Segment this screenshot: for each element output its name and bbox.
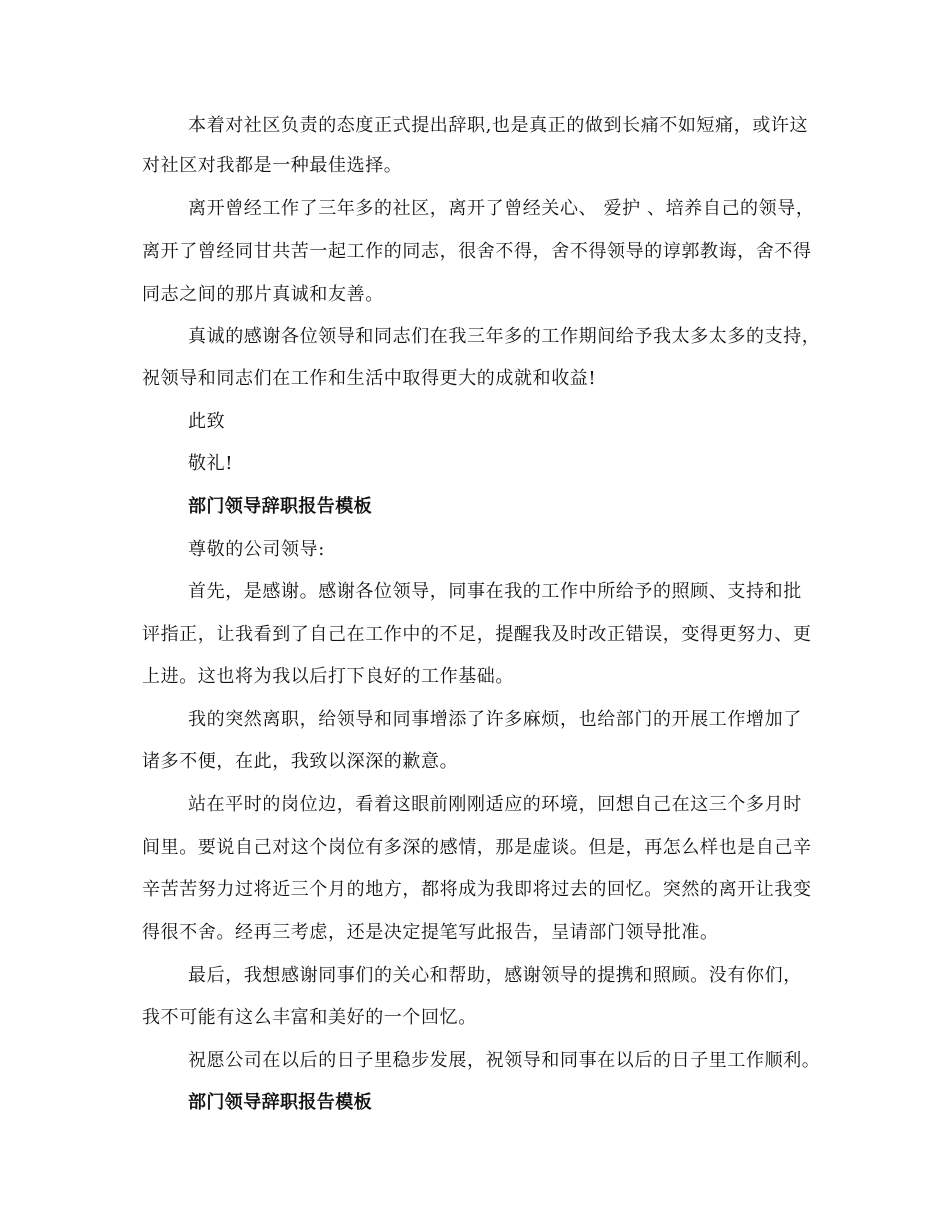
paragraph-line: 真诚的感谢各位领导和同志们在我三年多的工作期间给予我太多太多的支持， [188, 326, 821, 347]
closing-regards: 敬礼! [188, 453, 234, 474]
paragraph-line: 站在平时的岗位边，看着这眼前刚刚适应的环境，回想自己在这三个多月时 [188, 794, 802, 815]
paragraph-line: 辛苦苦努力过将近三个月的地方，都将成为我即将过去的回忆。突然的离开让我变 [142, 879, 812, 900]
paragraph-line: 同志之间的那片真诚和友善。 [142, 284, 384, 305]
paragraph-line: 离开曾经工作了三年多的社区，离开了曾经关心、 爱护 、培养自己的领导， [188, 198, 815, 219]
paragraph-line: 本着对社区负责的态度正式提出辞职,也是真正的做到长痛不如短痛，或许这 [188, 115, 809, 136]
paragraph-line: 首先，是感谢。感谢各位领导，同事在我的工作中所给予的照顾、支持和批 [188, 581, 802, 602]
paragraph-line: 祝领导和同志们在工作和生活中取得更大的成就和收益! [142, 368, 597, 389]
paragraph-line: 我的突然离职，给领导和同事增添了许多麻烦，也给部门的开展工作增加了 [188, 709, 802, 730]
paragraph-line: 诸多不便，在此，我致以深深的歉意。 [142, 751, 459, 772]
letter-greeting: 尊敬的公司领导: [188, 539, 325, 560]
paragraph-line: 最后，我想感谢同事们的关心和帮助，感谢领导的提携和照顾。没有你们， [188, 965, 802, 986]
paragraph-line: 得很不舍。经再三考虑，还是决定提笔写此报告，呈请部门领导批准。 [142, 922, 719, 943]
section-heading: 部门领导辞职报告模板 [188, 1092, 372, 1113]
paragraph-line: 对社区对我都是一种最佳选择。 [142, 155, 403, 176]
paragraph-line: 上进。这也将为我以后打下良好的工作基础。 [142, 666, 514, 687]
section-heading: 部门领导辞职报告模板 [188, 496, 372, 517]
paragraph-line: 我不可能有这么丰富和美好的一个回忆。 [142, 1007, 477, 1028]
paragraph-line: 离开了曾经同甘共苦一起工作的同志，很舍不得，舍不得领导的谆郭教诲，舍不得 [142, 241, 812, 262]
paragraph-line: 间里。要说自己对这个岗位有多深的感情，那是虚谈。但是，再怎么样也是自己辛 [142, 837, 812, 858]
paragraph-line: 祝愿公司在以后的日子里稳步发展，祝领导和同事在以后的日子里工作顺利。 [188, 1050, 821, 1071]
closing-salutation: 此致 [188, 411, 226, 432]
paragraph-line: 评指正，让我看到了自己在工作中的不足，提醒我及时改正错误，变得更努力、更 [142, 624, 812, 645]
